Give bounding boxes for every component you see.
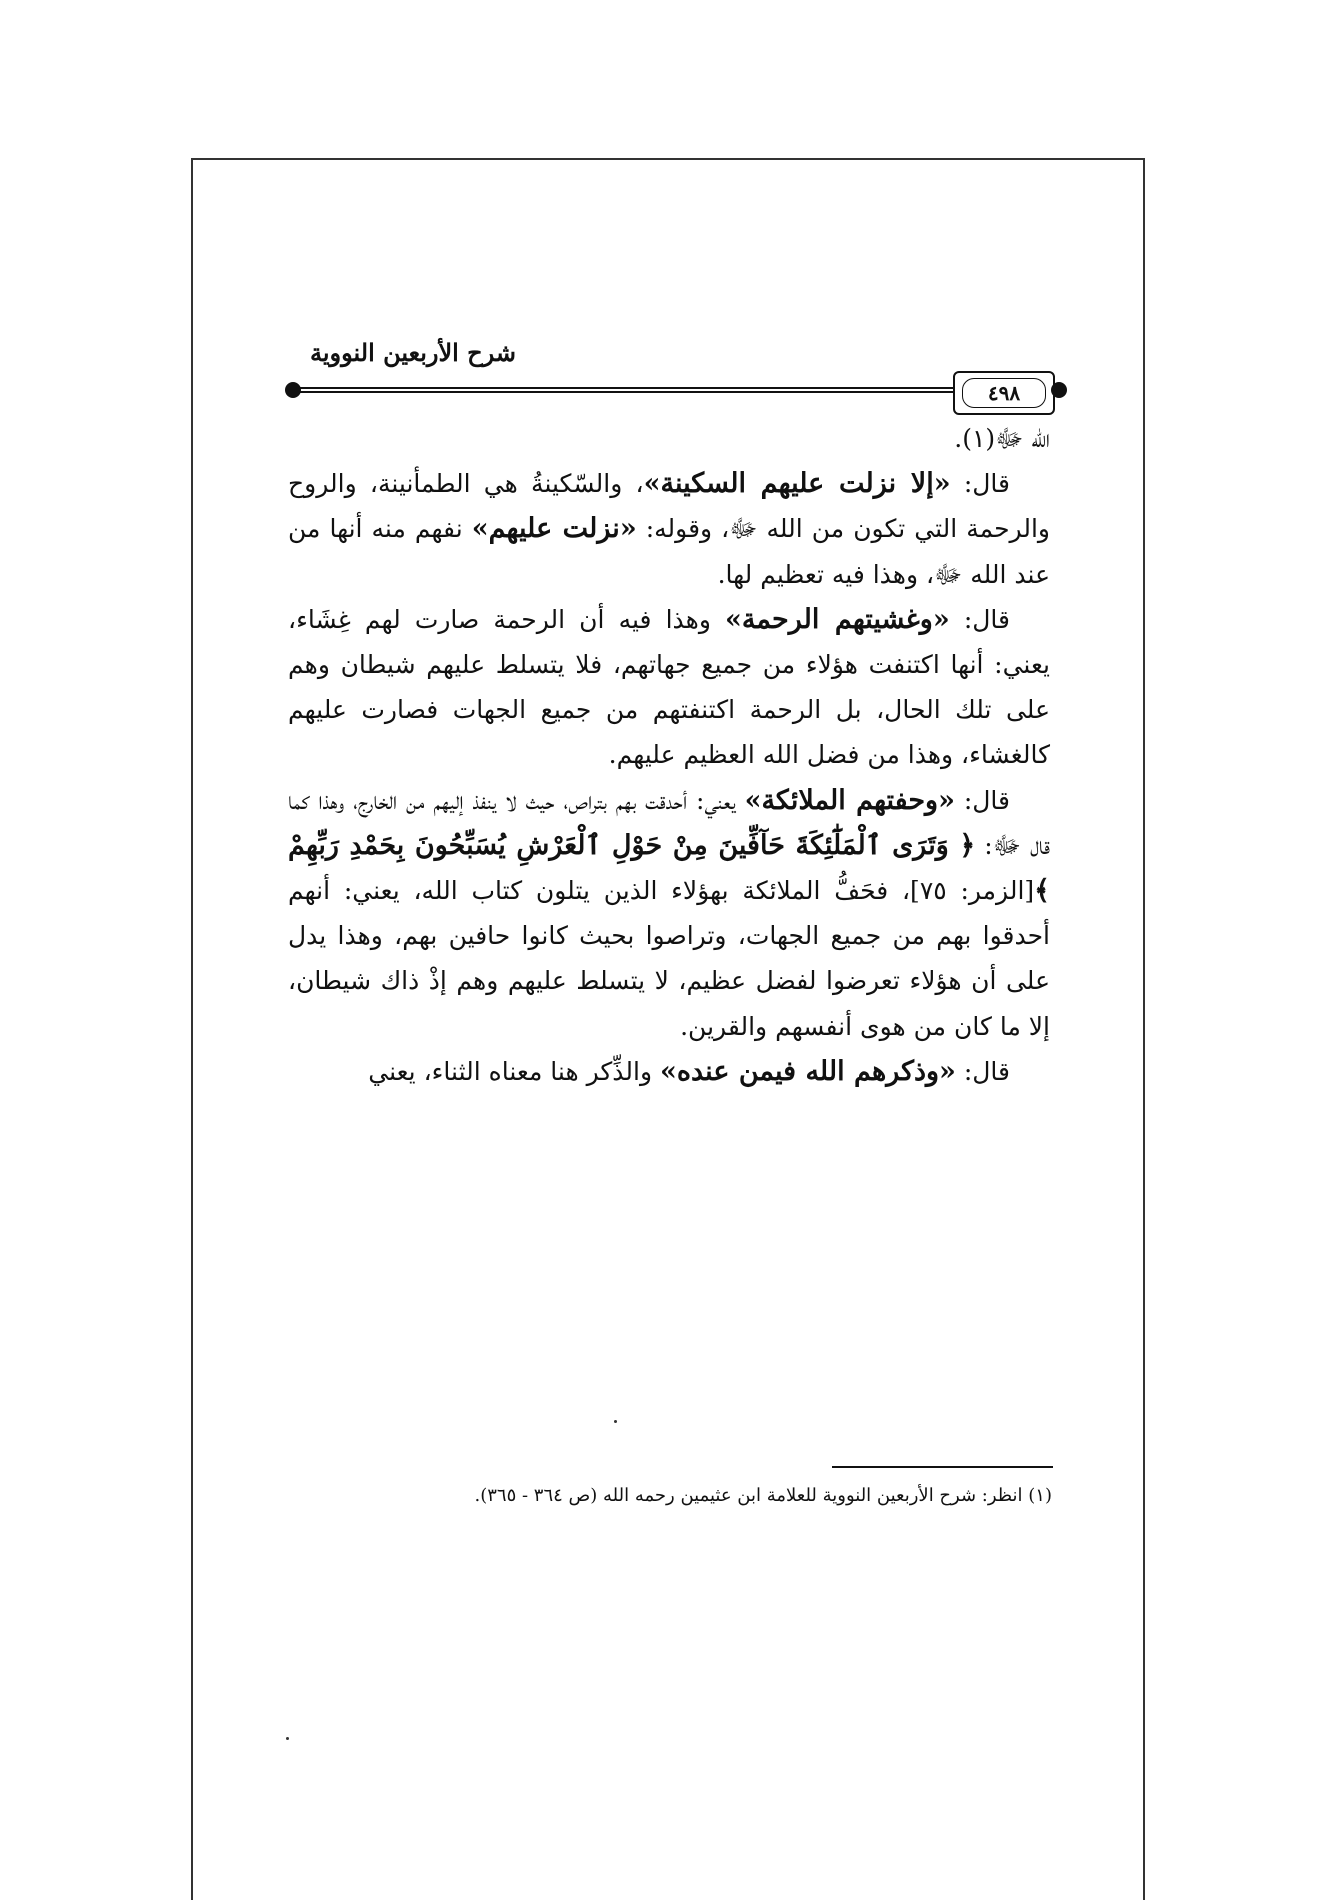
paragraph-rahma: قال: «وغشيتهم الرحمة» وهذا فيه أن الرحمة صارت لهم غِشَاء، يعني: أنها اكتنفت هؤلاء من جميع جهاتهم، فلا يتسلط عليهم شيطان وهم على تلك الحال، بل الرحمة اكتنفتهم من جميع الجهات فصارت عليهم كالغشاء، وهذا من فضل الله العظيم عليهم. — [288, 603, 1050, 770]
footnote-separator — [832, 1466, 1053, 1468]
paragraph-sakina: قال: «إلا نزلت عليهم السكينة»، والسّكينةُ هي الطمأنينة، والروح والرحمة التي تكون من الله ﷻ، وقوله: «نزلت عليهم» نفهم منه أنها من عند الله ﷻ، وهذا فيه تعظيم لها. — [288, 468, 1050, 589]
body-text — [288, 416, 1050, 1094]
page-number-frame — [953, 371, 1055, 415]
ornament-dot-right — [1051, 382, 1067, 398]
header-rule — [293, 387, 955, 393]
page-number: ٤٩٨ — [962, 378, 1046, 408]
footnote: (١) انظر: شرح الأربعين النووية للعلامة ابن عثيمين رحمه الله (ص ٣٦٤ - ٣٦٥). — [474, 1485, 1052, 1506]
hadith-quote: «وغشيتهم الرحمة» — [725, 603, 950, 635]
running-header — [285, 338, 1060, 418]
book-title: شرح الأربعين النووية — [310, 338, 517, 367]
hadith-quote: «وذكرهم الله فيمن عنده» — [659, 1055, 956, 1087]
paragraph-malaika: قال: «وحفتهم الملائكة» يعني: أحدقت بهم بتراص، حيث لا ينفذ إليهم من الخارج، وهذا كما قال ﷻ: ﴿ وَتَرَى ٱلْمَلَٰٓئِكَةَ حَآفِّينَ مِنْ حَوْلِ ٱلْعَرْشِ يُسَبِّحُونَ بِحَمْدِ رَبِّهِمْ ﴾[الزمر: ٧٥]، فحَفُّ الملائكة بهؤلاء الذين يتلون كتاب الله، يعني: أنهم أحدقوا بهم من جميع الجهات، وتراصوا بحيث كانوا حافين بهم، وهذا يدل على أن هؤلاء تعرضوا لفضل عظيم، لا يتسلط عليهم وهم إذْ ذاك شيطان، إلا ما كان من هوى أنفسهم والقرين. — [288, 784, 1050, 1041]
quran-verse: ﴿ وَتَرَى ٱلْمَلَٰٓئِكَةَ حَآفِّينَ مِنْ حَوْلِ ٱلْعَرْشِ يُسَبِّحُونَ بِحَمْدِ رَبِّهِمْ ﴾ — [288, 829, 1050, 907]
scan-speck — [286, 1737, 289, 1740]
hadith-quote: «وحفتهم الملائكة» — [744, 784, 955, 816]
hadith-quote: «إلا نزلت عليهم السكينة» — [643, 468, 951, 500]
continuation-line: الله ﷻ(١). — [954, 424, 1050, 453]
paragraph-dhikr: قال: «وذكرهم الله فيمن عنده» والذِّكر هنا معناه الثناء، يعني — [368, 1055, 1010, 1087]
scan-speck — [614, 1420, 617, 1423]
hadith-quote: «نزلت عليهم» — [471, 513, 637, 545]
